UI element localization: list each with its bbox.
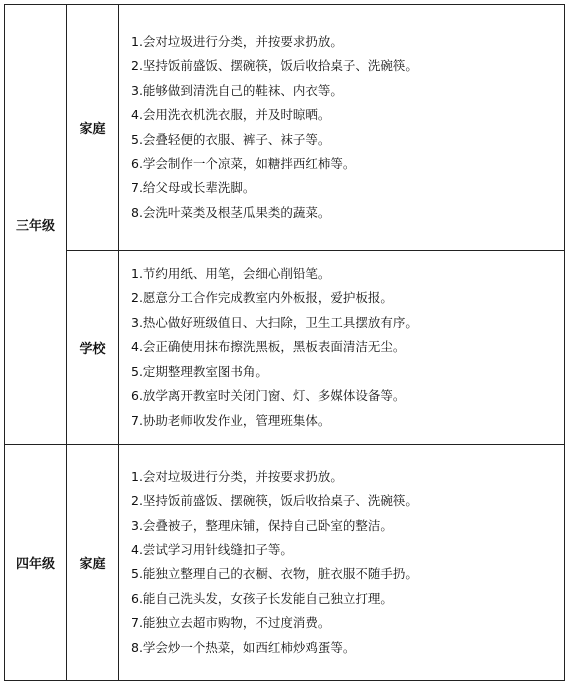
table-row [5, 5, 565, 251]
list-item: 2.愿意分工合作完成教室内外板报，爱护板报。 [131, 290, 393, 306]
list-item: 4.会正确使用抹布擦洗黑板，黑板表面清洁无尘。 [131, 339, 406, 355]
place-cell-grade4-home: 家庭 [67, 444, 119, 680]
list-item: 2.坚持饭前盛饭、摆碗筷，饭后收拾桌子、洗碗筷。 [131, 493, 418, 509]
items-cell-grade4-home [119, 444, 565, 680]
grade-cell-grade3: 三年级 [5, 5, 67, 445]
chores-table [4, 4, 565, 681]
list-item: 6.学会制作一个凉菜，如糖拌西红柿等。 [131, 156, 356, 172]
list-item: 4.会用洗衣机洗衣服，并及时晾晒。 [131, 107, 331, 123]
list-item: 5.定期整理教室图书角。 [131, 363, 268, 379]
list-item: 7.能独立去超市购物，不过度消费。 [131, 615, 331, 631]
list-item: 4.尝试学习用针线缝扣子等。 [131, 541, 293, 557]
list-item: 6.放学离开教室时关闭门窗、灯、多媒体设备等。 [131, 388, 406, 404]
list-item: 8.学会炒一个热菜，如西红柿炒鸡蛋等。 [131, 639, 356, 655]
items-cell-grade3-home [119, 5, 565, 251]
list-item: 3.热心做好班级值日、大扫除，卫生工具摆放有序。 [131, 314, 418, 330]
item-list-grade3-school [131, 262, 564, 433]
list-item: 1.节约用纸、用笔，会细心削铅笔。 [131, 266, 331, 282]
list-item: 7.协助老师收发作业，管理班集体。 [131, 412, 331, 428]
place-cell-grade3-school: 学校 [67, 251, 119, 444]
list-item: 7.给父母或长辈洗脚。 [131, 180, 256, 196]
items-cell-grade3-school [119, 251, 565, 444]
table-row [5, 444, 565, 680]
list-item: 6.能自己洗头发，女孩子长发能自己独立打理。 [131, 590, 393, 606]
grade-cell-grade4: 四年级 [5, 444, 67, 680]
list-item: 8.会洗叶菜类及根茎瓜果类的蔬菜。 [131, 204, 331, 220]
item-list-grade4-home [131, 465, 564, 660]
item-list-grade3-home [131, 30, 564, 225]
list-item: 1.会对垃圾进行分类，并按要求扔放。 [131, 34, 343, 50]
list-item: 3.能够做到清洗自己的鞋袜、内衣等。 [131, 82, 343, 98]
list-item: 1.会对垃圾进行分类，并按要求扔放。 [131, 468, 343, 484]
place-cell-grade3-home: 家庭 [67, 5, 119, 251]
list-item: 3.会叠被子，整理床铺，保持自己卧室的整洁。 [131, 517, 393, 533]
list-item: 5.会叠轻便的衣服、裤子、袜子等。 [131, 131, 331, 147]
list-item: 2.坚持饭前盛饭、摆碗筷，饭后收拾桌子、洗碗筷。 [131, 58, 418, 74]
table-row [5, 251, 565, 444]
list-item: 5.能独立整理自己的衣橱、衣物，脏衣服不随手扔。 [131, 566, 418, 582]
